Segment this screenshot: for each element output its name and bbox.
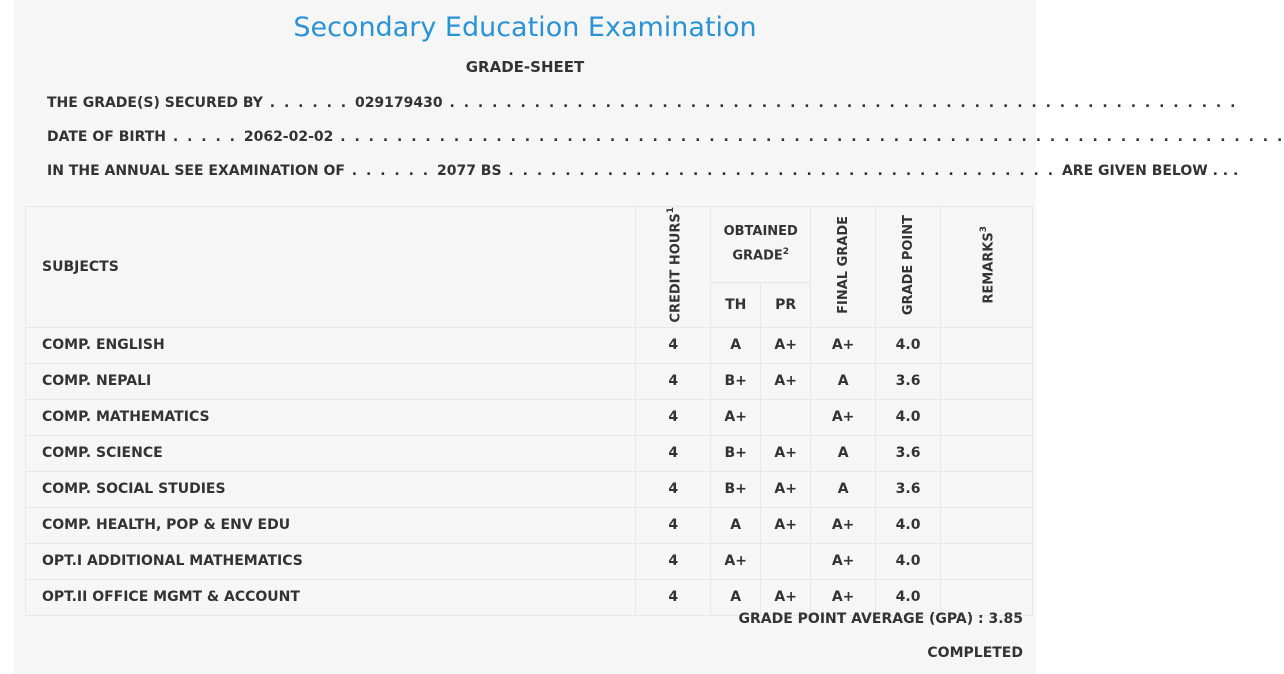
- th-grade-cell: B+: [711, 363, 761, 399]
- header-grade-point: GRADE POINT: [876, 207, 941, 328]
- remarks-cell: [941, 399, 1033, 435]
- table-row: [26, 507, 1033, 543]
- dob-line: DATE OF BIRTH . . . . . 2062-02-02 . . . . . . . . . . . . . . . . . . . . . . . . . . . . . . . . . . . . . . . . . . . . . . . . . . . . . . . . . . . . . . . . . . .: [47, 129, 1284, 145]
- credit-cell: 4: [636, 543, 711, 579]
- remarks-cell: [941, 507, 1033, 543]
- table-row: [26, 471, 1033, 507]
- header-remarks: REMARKS$^3$: [941, 207, 1033, 328]
- table-row: [26, 327, 1033, 363]
- subject-cell: COMP. MATHEMATICS: [26, 399, 636, 435]
- secured-by-line: THE GRADE(S) SECURED BY . . . . . . 029179430 . . . . . . . . . . . . . . . . . . . . . . . . . . . . . . . . . . . . . . . . . . . . . . . . . . . . . . . .: [47, 95, 1238, 111]
- exam-line: IN THE ANNUAL SEE EXAMINATION OF . . . . . . 2077 BS . . . . . . . . . . . . . . . . . . . . . . . . . . . . . . . . . . . . . . . ARE GIVEN BELOW . . .: [47, 163, 1239, 179]
- th-grade-cell: B+: [711, 435, 761, 471]
- pr-grade-cell: [761, 399, 811, 435]
- header-final-grade: FINAL GRADE: [811, 207, 876, 328]
- table-row: [26, 543, 1033, 579]
- page-title: Secondary Education Examination: [293, 12, 757, 43]
- final-grade-cell: A+: [811, 579, 876, 615]
- subject-cell: COMP. ENGLISH: [26, 327, 636, 363]
- remarks-cell: [941, 543, 1033, 579]
- table-row: [26, 399, 1033, 435]
- final-grade-cell: A: [811, 363, 876, 399]
- table-row: [26, 363, 1033, 399]
- final-grade-cell: A+: [811, 327, 876, 363]
- th-grade-cell: A+: [711, 543, 761, 579]
- table-row: [26, 579, 1033, 615]
- header-credit-hours: CREDIT HOURS$^1$: [636, 207, 711, 328]
- subject-cell: COMP. SOCIAL STUDIES: [26, 471, 636, 507]
- credit-cell: 4: [636, 435, 711, 471]
- remarks-cell: [941, 327, 1033, 363]
- pr-grade-cell: A+: [761, 363, 811, 399]
- pr-grade-cell: A+: [761, 471, 811, 507]
- page-subtitle: GRADE-SHEET: [465, 58, 585, 76]
- th-grade-cell: B+: [711, 471, 761, 507]
- remarks-cell: [941, 435, 1033, 471]
- subject-cell: COMP. HEALTH, POP & ENV EDU: [26, 507, 636, 543]
- credit-cell: 4: [636, 507, 711, 543]
- subject-cell: OPT.I ADDITIONAL MATHEMATICS: [26, 543, 636, 579]
- symbol-number: 029179430: [354, 95, 443, 111]
- grade-point-cell: 3.6: [876, 363, 941, 399]
- credit-cell: 4: [636, 327, 711, 363]
- remarks-cell: [941, 471, 1033, 507]
- subject-cell: COMP. SCIENCE: [26, 435, 636, 471]
- grade-point-cell: 3.6: [876, 435, 941, 471]
- status-text: COMPLETED: [927, 645, 1023, 661]
- credit-cell: 4: [636, 363, 711, 399]
- grade-point-cell: 4.0: [876, 543, 941, 579]
- exam-year: 2077 BS: [436, 163, 502, 179]
- pr-grade-cell: A+: [761, 507, 811, 543]
- credit-cell: 4: [636, 579, 711, 615]
- final-grade-cell: A+: [811, 543, 876, 579]
- grade-point-cell: 4.0: [876, 327, 941, 363]
- header-th: TH: [711, 283, 761, 328]
- th-grade-cell: A: [711, 507, 761, 543]
- grade-point-cell: 3.6: [876, 471, 941, 507]
- credit-cell: 4: [636, 399, 711, 435]
- th-grade-cell: A: [711, 327, 761, 363]
- header-obtained-grade: OBTAINED GRADE$^2$: [711, 207, 811, 283]
- given-below-text: ARE GIVEN BELOW . . .: [1061, 163, 1239, 179]
- final-grade-cell: A+: [811, 507, 876, 543]
- th-grade-cell: A: [711, 579, 761, 615]
- header-subjects: SUBJECTS: [26, 207, 636, 328]
- remarks-cell: [941, 579, 1033, 615]
- pr-grade-cell: [761, 543, 811, 579]
- grades-table: [25, 206, 1033, 616]
- final-grade-cell: A+: [811, 399, 876, 435]
- subject-cell: OPT.II OFFICE MGMT & ACCOUNT: [26, 579, 636, 615]
- secured-by-label: THE GRADE(S) SECURED BY: [47, 95, 263, 111]
- final-grade-cell: A: [811, 435, 876, 471]
- table-row: [26, 435, 1033, 471]
- remarks-cell: [941, 363, 1033, 399]
- credit-cell: 4: [636, 471, 711, 507]
- pr-grade-cell: A+: [761, 327, 811, 363]
- grade-sheet: [14, 0, 1284, 674]
- dob-label: DATE OF BIRTH: [47, 129, 166, 145]
- dob-value: 2062-02-02: [243, 129, 334, 145]
- grade-point-cell: 4.0: [876, 507, 941, 543]
- th-grade-cell: A+: [711, 399, 761, 435]
- header-pr: PR: [761, 283, 811, 328]
- pr-grade-cell: A+: [761, 579, 811, 615]
- pr-grade-cell: A+: [761, 435, 811, 471]
- final-grade-cell: A: [811, 471, 876, 507]
- grade-point-cell: 4.0: [876, 399, 941, 435]
- gpa-summary: GRADE POINT AVERAGE (GPA) : 3.85: [738, 611, 1023, 627]
- exam-label: IN THE ANNUAL SEE EXAMINATION OF: [47, 163, 345, 179]
- grade-point-cell: 4.0: [876, 579, 941, 615]
- subject-cell: COMP. NEPALI: [26, 363, 636, 399]
